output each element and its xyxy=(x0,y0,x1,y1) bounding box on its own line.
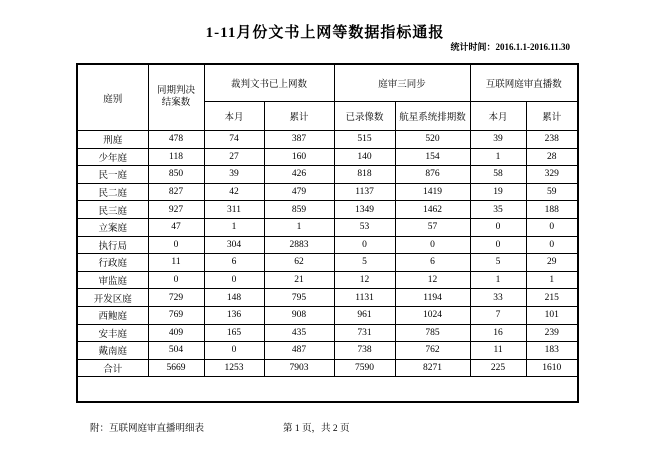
value-cell: 58 xyxy=(470,166,526,184)
value-cell: 1 xyxy=(470,271,526,289)
stat-time-label: 统计时间：2016.1.1-2016.11.30 xyxy=(450,42,570,52)
value-cell: 795 xyxy=(264,289,334,307)
value-cell: 33 xyxy=(470,289,526,307)
court-name-cell: 西鲍庭 xyxy=(77,306,148,324)
value-cell: 59 xyxy=(526,183,578,201)
value-cell: 0 xyxy=(334,236,395,254)
value-cell: 11 xyxy=(148,254,204,272)
value-cell: 140 xyxy=(334,148,395,166)
value-cell: 0 xyxy=(526,218,578,236)
value-cell: 42 xyxy=(204,183,264,201)
value-cell: 859 xyxy=(264,201,334,219)
empty-row xyxy=(77,377,578,403)
value-cell: 39 xyxy=(470,131,526,149)
header-group-documents-online: 裁判文书已上网数 xyxy=(204,64,334,102)
subheader-live-cumulative: 累计 xyxy=(526,102,578,131)
attachment-note: 附：互联网庭审直播明细表 xyxy=(90,424,205,434)
value-cell: 6 xyxy=(395,254,470,272)
court-name-cell: 开发区庭 xyxy=(77,289,148,307)
value-cell: 47 xyxy=(148,218,204,236)
court-name-cell: 合计 xyxy=(77,359,148,377)
court-name-cell: 执行局 xyxy=(77,236,148,254)
table-row xyxy=(77,324,578,342)
value-cell: 520 xyxy=(395,131,470,149)
court-name-cell: 立案庭 xyxy=(77,218,148,236)
value-cell: 136 xyxy=(204,306,264,324)
value-cell: 435 xyxy=(264,324,334,342)
header-group-trial-three-sync: 庭审三同步 xyxy=(334,64,470,102)
value-cell: 409 xyxy=(148,324,204,342)
header-group-row xyxy=(77,64,578,102)
value-cell: 1 xyxy=(526,271,578,289)
value-cell: 769 xyxy=(148,306,204,324)
value-cell: 818 xyxy=(334,166,395,184)
value-cell: 101 xyxy=(526,306,578,324)
value-cell: 154 xyxy=(395,148,470,166)
value-cell: 0 xyxy=(470,236,526,254)
value-cell: 12 xyxy=(395,271,470,289)
value-cell: 927 xyxy=(148,201,204,219)
value-cell: 387 xyxy=(264,131,334,149)
value-cell: 7590 xyxy=(334,359,395,377)
court-name-cell: 审监庭 xyxy=(77,271,148,289)
value-cell: 1462 xyxy=(395,201,470,219)
value-cell: 478 xyxy=(148,131,204,149)
value-cell: 118 xyxy=(148,148,204,166)
value-cell: 329 xyxy=(526,166,578,184)
value-cell: 165 xyxy=(204,324,264,342)
value-cell: 160 xyxy=(264,148,334,166)
table-row xyxy=(77,342,578,360)
table-row xyxy=(77,183,578,201)
value-cell: 239 xyxy=(526,324,578,342)
table-row xyxy=(77,201,578,219)
value-cell: 0 xyxy=(204,342,264,360)
value-cell: 785 xyxy=(395,324,470,342)
value-cell: 21 xyxy=(264,271,334,289)
header-group-internet-livestream: 互联网庭审直播数 xyxy=(470,64,578,102)
value-cell: 876 xyxy=(395,166,470,184)
court-name-cell: 少年庭 xyxy=(77,148,148,166)
value-cell: 12 xyxy=(334,271,395,289)
value-cell: 731 xyxy=(334,324,395,342)
value-cell: 1349 xyxy=(334,201,395,219)
value-cell: 504 xyxy=(148,342,204,360)
table-row xyxy=(77,236,578,254)
table-row xyxy=(77,166,578,184)
court-name-cell: 戴南庭 xyxy=(77,342,148,360)
value-cell: 1137 xyxy=(334,183,395,201)
value-cell: 1610 xyxy=(526,359,578,377)
value-cell: 215 xyxy=(526,289,578,307)
value-cell: 304 xyxy=(204,236,264,254)
value-cell: 8271 xyxy=(395,359,470,377)
header-court: 庭别 xyxy=(77,64,148,131)
table-row xyxy=(77,289,578,307)
subheader-docs-this-month: 本月 xyxy=(204,102,264,131)
value-cell: 2883 xyxy=(264,236,334,254)
subheader-recorded-count: 已录像数 xyxy=(334,102,395,131)
value-cell: 29 xyxy=(526,254,578,272)
value-cell: 1 xyxy=(264,218,334,236)
table-row xyxy=(77,254,578,272)
page-title: 1-11月份文书上网等数据指标通报 xyxy=(205,25,445,41)
value-cell: 426 xyxy=(264,166,334,184)
table-row xyxy=(77,148,578,166)
value-cell: 57 xyxy=(395,218,470,236)
value-cell: 5669 xyxy=(148,359,204,377)
value-cell: 479 xyxy=(264,183,334,201)
data-table xyxy=(76,63,579,403)
table-body xyxy=(77,131,578,403)
value-cell: 28 xyxy=(526,148,578,166)
value-cell: 311 xyxy=(204,201,264,219)
value-cell: 53 xyxy=(334,218,395,236)
empty-row-cell xyxy=(77,377,578,403)
court-name-cell: 安丰庭 xyxy=(77,324,148,342)
value-cell: 16 xyxy=(470,324,526,342)
value-cell: 1 xyxy=(470,148,526,166)
value-cell: 6 xyxy=(204,254,264,272)
value-cell: 0 xyxy=(526,236,578,254)
court-name-cell: 民二庭 xyxy=(77,183,148,201)
value-cell: 729 xyxy=(148,289,204,307)
value-cell: 738 xyxy=(334,342,395,360)
value-cell: 11 xyxy=(470,342,526,360)
value-cell: 0 xyxy=(148,271,204,289)
header-same-period-closed-text: 同期判决结案数 xyxy=(156,85,195,108)
table-row xyxy=(77,306,578,324)
court-name-cell: 刑庭 xyxy=(77,131,148,149)
value-cell: 39 xyxy=(204,166,264,184)
value-cell: 1024 xyxy=(395,306,470,324)
header-same-period-closed xyxy=(148,64,204,131)
court-name-cell: 民三庭 xyxy=(77,201,148,219)
value-cell: 238 xyxy=(526,131,578,149)
value-cell: 487 xyxy=(264,342,334,360)
value-cell: 19 xyxy=(470,183,526,201)
value-cell: 961 xyxy=(334,306,395,324)
value-cell: 908 xyxy=(264,306,334,324)
court-name-cell: 行政庭 xyxy=(77,254,148,272)
value-cell: 183 xyxy=(526,342,578,360)
value-cell: 1419 xyxy=(395,183,470,201)
value-cell: 1194 xyxy=(395,289,470,307)
value-cell: 225 xyxy=(470,359,526,377)
page-indicator: 第 1 页，共 2 页 xyxy=(283,424,350,434)
value-cell: 850 xyxy=(148,166,204,184)
table-row xyxy=(77,131,578,149)
table-row xyxy=(77,271,578,289)
value-cell: 0 xyxy=(204,271,264,289)
value-cell: 5 xyxy=(470,254,526,272)
value-cell: 74 xyxy=(204,131,264,149)
value-cell: 0 xyxy=(470,218,526,236)
value-cell: 762 xyxy=(395,342,470,360)
value-cell: 0 xyxy=(148,236,204,254)
subheader-docs-cumulative: 累计 xyxy=(264,102,334,131)
value-cell: 1 xyxy=(204,218,264,236)
value-cell: 35 xyxy=(470,201,526,219)
subheader-hangxing-scheduled-count: 航星系统排期数 xyxy=(395,102,470,131)
court-name-cell: 民一庭 xyxy=(77,166,148,184)
subheader-live-this-month: 本月 xyxy=(470,102,526,131)
value-cell: 188 xyxy=(526,201,578,219)
value-cell: 5 xyxy=(334,254,395,272)
value-cell: 0 xyxy=(395,236,470,254)
value-cell: 7 xyxy=(470,306,526,324)
value-cell: 27 xyxy=(204,148,264,166)
value-cell: 62 xyxy=(264,254,334,272)
value-cell: 148 xyxy=(204,289,264,307)
value-cell: 515 xyxy=(334,131,395,149)
total-row xyxy=(77,359,578,377)
value-cell: 827 xyxy=(148,183,204,201)
table-row xyxy=(77,218,578,236)
value-cell: 1253 xyxy=(204,359,264,377)
value-cell: 1131 xyxy=(334,289,395,307)
value-cell: 7903 xyxy=(264,359,334,377)
